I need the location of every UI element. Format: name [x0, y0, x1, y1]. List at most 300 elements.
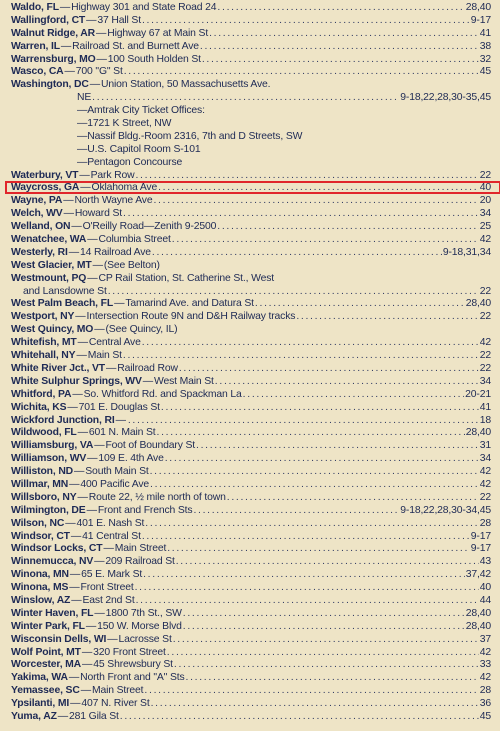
- station-address: Central Ave: [88, 337, 141, 349]
- station-name: Wolf Point, MT: [11, 646, 81, 658]
- dot-leader: [215, 376, 479, 389]
- station-name: Waldo, FL: [11, 2, 59, 13]
- station-address: 14 Railroad Ave: [79, 246, 151, 258]
- directory-entry: [11, 440, 491, 453]
- em-dash-separator: —: [89, 79, 100, 91]
- dot-leader: [150, 479, 479, 492]
- timetable-page-numbers: 37,42: [465, 569, 491, 581]
- timetable-page-numbers: 9-17: [470, 14, 491, 26]
- station-address: Railroad Row: [117, 362, 178, 374]
- station-name: Wildwood, FL: [11, 427, 77, 439]
- em-dash-separator: —: [71, 594, 82, 606]
- directory-entry: [11, 466, 491, 479]
- timetable-page-numbers: 42: [479, 672, 491, 684]
- directory-entry: [11, 363, 491, 376]
- station-address: Lacrosse St: [118, 633, 172, 645]
- dot-leader: [173, 634, 479, 647]
- timetable-page-numbers: 44: [479, 594, 491, 606]
- em-dash-separator: —: [142, 375, 153, 387]
- em-dash-separator: —: [103, 543, 114, 555]
- dot-leader: [193, 505, 399, 518]
- station-name: Westmount, PQ: [11, 272, 87, 284]
- station-address: 320 Front Street: [93, 646, 166, 658]
- station-address: 281 Gila St: [69, 710, 119, 722]
- dot-leader: [108, 286, 479, 299]
- em-dash-separator: —: [115, 414, 126, 426]
- station-address: 700 "G" St: [75, 66, 123, 78]
- directory-entry: [11, 569, 491, 582]
- station-address: Front Street: [80, 582, 134, 594]
- station-address: Foot of Boundary St: [105, 440, 196, 452]
- dot-leader: [124, 66, 479, 79]
- timetable-page-numbers: 41: [479, 27, 491, 39]
- dot-leader: [167, 647, 479, 660]
- station-address: South Main St: [85, 466, 149, 478]
- station-name: Williamsburg, VA: [11, 440, 94, 452]
- station-address: —Amtrak City Ticket Offices:: [77, 105, 205, 117]
- directory-entry: [11, 531, 491, 544]
- station-address: Main Street: [114, 543, 167, 555]
- station-name: Wichita, KS: [11, 401, 67, 413]
- directory-entry: [11, 247, 491, 260]
- timetable-page-numbers: 25: [479, 221, 491, 233]
- station-name: Welch, WV: [11, 208, 63, 220]
- dot-leader: [151, 698, 479, 711]
- timetable-page-numbers: 22: [479, 311, 491, 323]
- dot-leader: [123, 208, 479, 221]
- em-dash-separator: —: [94, 556, 105, 568]
- em-dash-separator: —: [71, 221, 82, 233]
- station-name: Westport, NY: [11, 311, 75, 323]
- timetable-page-numbers: 22: [479, 350, 491, 362]
- em-dash-separator: —: [77, 491, 88, 503]
- timetable-page-numbers: 34: [479, 208, 491, 220]
- station-address: 1800 7th St., SW: [105, 607, 182, 619]
- directory-entry: [11, 453, 491, 466]
- timetable-page-numbers: 22: [479, 169, 491, 181]
- directory-entry: [11, 595, 491, 608]
- timetable-page-numbers: 40: [479, 582, 491, 594]
- station-address: —1721 K Street, NW: [77, 118, 172, 130]
- em-dash-separator: —: [75, 311, 86, 323]
- dot-leader: [172, 234, 479, 247]
- em-dash-separator: —: [70, 530, 82, 542]
- station-name: Yakima, WA: [11, 672, 68, 684]
- station-address: Main Street: [91, 685, 144, 697]
- dot-leader: [196, 440, 479, 453]
- station-name: Whitefish, MT: [11, 337, 77, 349]
- em-dash-separator: —: [72, 388, 83, 400]
- dot-leader: [176, 556, 479, 569]
- station-address: So. Whitford Rd. and Spackman La: [83, 388, 242, 400]
- em-dash-separator: —: [68, 246, 79, 258]
- station-name: Warrensburg, MO: [11, 53, 96, 65]
- station-name: Wasco, CA: [11, 66, 64, 78]
- station-name: Wickford Junction, RI: [11, 414, 115, 426]
- dot-leader: [142, 15, 470, 28]
- station-name: Windsor, CT: [11, 530, 70, 542]
- station-name: White Sulphur Springs, WV: [11, 375, 142, 387]
- dot-leader: [183, 608, 465, 621]
- directory-entry: [11, 672, 491, 685]
- dot-leader: [202, 54, 479, 67]
- station-name: Willsboro, NY: [11, 491, 77, 503]
- station-name: Wisconsin Dells, WI: [11, 633, 107, 645]
- directory-entry-continuation: [11, 144, 491, 157]
- directory-entry: [11, 221, 491, 234]
- directory-entry: [11, 376, 491, 389]
- em-dash-separator: —: [77, 427, 88, 439]
- station-address: 150 W. Morse Blvd: [97, 620, 182, 632]
- highlighted-directory-entry: [11, 182, 491, 195]
- timetable-page-numbers: 20-21: [465, 388, 491, 400]
- station-address: Intersection Route 9N and D&H Railway tracks: [86, 311, 296, 323]
- station-name: Wenatchee, WA: [11, 234, 87, 246]
- directory-entry: [11, 260, 491, 273]
- station-name: Warren, IL: [11, 40, 60, 52]
- directory-entry: [11, 66, 491, 79]
- em-dash-separator: —: [74, 466, 85, 478]
- em-dash-separator: —: [96, 27, 107, 39]
- directory-entry: [11, 234, 491, 247]
- em-dash-separator: —: [59, 2, 71, 13]
- station-address: Union Station, 50 Massachusetts Ave.: [101, 79, 271, 91]
- directory-entry: [11, 634, 491, 647]
- directory-entry: [11, 711, 491, 724]
- directory-entry: [11, 492, 491, 505]
- em-dash-separator: —: [69, 569, 81, 581]
- station-address: (See Belton): [103, 259, 160, 271]
- station-name: Willmar, MN: [11, 478, 69, 490]
- station-name: Yemassee, SC: [11, 685, 80, 697]
- em-dash-separator: —: [68, 672, 80, 684]
- em-dash-separator: —: [106, 362, 117, 374]
- directory-entry: [11, 543, 491, 556]
- directory-entry-continuation: [11, 131, 491, 144]
- station-name: White River Jct., VT: [11, 362, 106, 374]
- directory-entry: [11, 389, 491, 402]
- timetable-page-numbers: 28,40: [465, 2, 491, 13]
- em-dash-separator: —: [86, 504, 97, 516]
- station-name: Winnemucca, NV: [11, 556, 94, 568]
- directory-entry: [11, 685, 491, 698]
- dot-leader: [186, 672, 479, 685]
- directory-entry: [11, 608, 491, 621]
- em-dash-separator: —: [87, 453, 98, 465]
- directory-entry: [11, 505, 491, 518]
- timetable-page-numbers: 28: [479, 517, 491, 529]
- directory-entry: [11, 298, 491, 311]
- timetable-page-numbers: 9-18,22,28,30-35,45: [400, 92, 491, 104]
- station-name: Winslow, AZ: [11, 594, 71, 606]
- timetable-page-numbers: 42: [479, 478, 491, 490]
- station-name: Wayne, PA: [11, 195, 63, 207]
- directory-entry-continuation: [11, 118, 491, 131]
- directory-entry: [11, 311, 491, 324]
- timetable-page-numbers: 22: [479, 285, 491, 297]
- dot-leader: [158, 182, 479, 195]
- timetable-page-numbers: 34: [479, 453, 491, 465]
- directory-entry: [11, 647, 491, 660]
- station-name: Winona, MS: [11, 582, 69, 594]
- dot-leader: [142, 531, 470, 544]
- station-name: West Palm Beach, FL: [11, 298, 114, 310]
- directory-entry: [11, 556, 491, 569]
- em-dash-separator: —: [94, 607, 105, 619]
- station-address: —Pentagon Concourse: [77, 156, 183, 168]
- timetable-page-numbers: 28,40: [465, 298, 491, 310]
- em-dash-separator: —: [114, 298, 125, 310]
- em-dash-separator: —: [77, 337, 88, 349]
- station-name: Windsor Locks, CT: [11, 543, 103, 555]
- directory-entry-continuation: [11, 286, 491, 299]
- directory-entry: [11, 427, 491, 440]
- station-address: 407 N. River St: [81, 698, 150, 710]
- dot-leader: [174, 659, 479, 672]
- em-dash-separator: —: [76, 350, 87, 362]
- directory-entry: [11, 698, 491, 711]
- station-name: Worcester, MA: [11, 659, 82, 671]
- station-address: Route 22, ½ mile north of town: [88, 491, 226, 503]
- em-dash-separator: —: [70, 698, 81, 710]
- dot-leader: [120, 711, 479, 724]
- station-name: Wallingford, CT: [11, 14, 86, 26]
- station-address: 601 N. Main St: [88, 427, 156, 439]
- dot-leader: [179, 363, 479, 376]
- dot-leader: [142, 337, 479, 350]
- em-dash-separator: —: [69, 582, 80, 594]
- timetable-page-numbers: 41: [479, 401, 491, 413]
- dot-leader: [243, 389, 465, 402]
- dot-leader: [165, 453, 479, 466]
- station-name: Winter Haven, FL: [11, 607, 94, 619]
- dot-leader: [227, 492, 479, 505]
- station-address: Highway 301 and State Road 24: [71, 2, 217, 13]
- timetable-page-numbers: 45: [479, 710, 491, 722]
- directory-entry-continuation: [11, 157, 491, 170]
- station-address: North Front and "A" Sts: [80, 672, 185, 684]
- directory-entry: [11, 582, 491, 595]
- em-dash-separator: —: [65, 517, 76, 529]
- directory-entry: [11, 324, 491, 337]
- station-address: Highway 67 at Main St: [107, 27, 209, 39]
- directory-entry: [11, 79, 491, 92]
- directory-entry: [11, 415, 491, 428]
- dot-leader: [157, 427, 465, 440]
- em-dash-separator: —: [87, 234, 98, 246]
- timetable-page-numbers: 42: [479, 466, 491, 478]
- timetable-page-numbers: 42: [479, 234, 491, 246]
- timetable-page-numbers: 28,40: [465, 427, 491, 439]
- em-dash-separator: —: [81, 646, 93, 658]
- station-name: Wilson, NC: [11, 517, 65, 529]
- timetable-page-numbers: 9-18,31,34: [442, 246, 491, 258]
- directory-entry-continuation: [11, 105, 491, 118]
- dot-leader: [255, 298, 465, 311]
- directory-entry: [11, 54, 491, 67]
- timetable-page-numbers: 9-17: [470, 530, 491, 542]
- station-address: CP Rail Station, St. Catherine St., West: [98, 272, 275, 284]
- timetable-page-numbers: 9-18,22,28,30-34,45: [400, 504, 491, 516]
- em-dash-separator: —: [79, 169, 90, 181]
- timetable-page-numbers: 43: [479, 556, 491, 568]
- station-address: West Main St: [154, 375, 214, 387]
- timetable-page-numbers: 22: [479, 491, 491, 503]
- dot-leader: [152, 247, 442, 260]
- dot-leader: [296, 311, 478, 324]
- em-dash-separator: —: [87, 272, 98, 284]
- em-dash-separator: —: [60, 40, 72, 52]
- directory-entry: [11, 195, 491, 208]
- dot-leader: [144, 685, 478, 698]
- station-name: Williston, ND: [11, 466, 74, 478]
- directory-entry-continuation: [11, 92, 491, 105]
- em-dash-separator: —: [96, 53, 107, 65]
- directory-entry: [11, 273, 491, 286]
- directory-entry: [11, 350, 491, 363]
- station-address: 65 E. Mark St: [81, 569, 143, 581]
- timetable-page-numbers: 32: [479, 53, 491, 65]
- dot-leader: [123, 350, 479, 363]
- station-address: 100 South Holden St: [107, 53, 201, 65]
- directory-entry: [11, 479, 491, 492]
- station-name: Westerly, RI: [11, 246, 68, 258]
- station-address: 401 E. Nash St: [76, 517, 145, 529]
- station-address: 701 E. Douglas St: [78, 401, 160, 413]
- station-address: 41 Central St: [82, 530, 141, 542]
- timetable-page-numbers: 36: [479, 698, 491, 710]
- station-name: West Glacier, MT: [11, 259, 92, 271]
- em-dash-separator: —: [67, 401, 78, 413]
- dot-leader: [183, 621, 465, 634]
- station-address: and Lansdowne St: [23, 285, 107, 297]
- em-dash-separator: —: [80, 182, 91, 194]
- timetable-page-numbers: 37: [479, 633, 491, 645]
- dot-leader: [150, 466, 479, 479]
- em-dash-separator: —: [57, 710, 69, 722]
- timetable-page-numbers: 22: [479, 362, 491, 374]
- station-address: 109 E. 4th Ave: [98, 453, 164, 465]
- em-dash-separator: —: [94, 324, 105, 336]
- em-dash-separator: —: [82, 659, 93, 671]
- dot-leader: [145, 518, 478, 531]
- em-dash-separator: —: [80, 685, 91, 697]
- dot-leader: [135, 582, 479, 595]
- station-name: Welland, ON: [11, 221, 71, 233]
- station-address: Park Row: [90, 169, 135, 181]
- timetable-page-numbers: 18: [479, 414, 491, 426]
- timetable-page-numbers: 28,40: [465, 607, 491, 619]
- directory-entry: [11, 15, 491, 28]
- station-address: —Nassif Bldg.-Room 2316, 7th and D Streets, SW: [77, 130, 303, 142]
- directory-entry: [11, 337, 491, 350]
- dot-leader: [217, 221, 478, 234]
- directory-entry: [11, 659, 491, 672]
- dot-leader: [153, 195, 478, 208]
- timetable-page-numbers: 42: [479, 646, 491, 658]
- em-dash-separator: —: [69, 478, 80, 490]
- timetable-page-numbers: 20: [479, 195, 491, 207]
- station-name: West Quincy, MO: [11, 324, 94, 336]
- station-name: Waycross, GA: [11, 182, 80, 194]
- directory-entry: [11, 28, 491, 41]
- em-dash-separator: —: [94, 440, 105, 452]
- station-address: O'Reilly Road—Zenith 9-2500: [82, 221, 217, 233]
- timetable-page-numbers: 28,40: [465, 620, 491, 632]
- station-name: Winter Park, FL: [11, 620, 85, 632]
- station-address: Front and French Sts: [97, 504, 193, 516]
- directory-entry: [11, 518, 491, 531]
- station-address: 400 Pacific Ave: [80, 478, 150, 490]
- station-address: Oklahoma Ave: [91, 182, 158, 194]
- station-name: Washington, DC: [11, 79, 89, 91]
- station-name: Whitford, PA: [11, 388, 72, 400]
- timetable-page-numbers: 34: [479, 375, 491, 387]
- station-name: Whitehall, NY: [11, 350, 76, 362]
- station-address: 45 Shrewsbury St: [93, 659, 173, 671]
- em-dash-separator: —: [64, 66, 75, 78]
- em-dash-separator: —: [63, 195, 74, 207]
- em-dash-separator: —: [85, 620, 97, 632]
- timetable-page-numbers: 33: [479, 659, 491, 671]
- directory-entry: [11, 621, 491, 634]
- station-address: 209 Railroad St: [105, 556, 175, 568]
- station-name: Waterbury, VT: [11, 169, 79, 181]
- dot-leader: [143, 569, 465, 582]
- station-address: Columbia Street: [98, 234, 171, 246]
- directory-entry: [11, 2, 491, 15]
- station-list: [11, 2, 491, 724]
- em-dash-separator: —: [86, 14, 97, 26]
- directory-entry: [11, 208, 491, 221]
- station-name: Ypsilanti, MI: [11, 698, 70, 710]
- station-address: 37 Hall St: [97, 14, 141, 26]
- directory-entry: [11, 41, 491, 54]
- dot-leader: [92, 92, 399, 105]
- station-name: Yuma, AZ: [11, 710, 57, 722]
- station-address: Main St: [87, 350, 122, 362]
- dot-leader: [209, 28, 479, 41]
- station-address: Railroad St. and Burnett Ave: [72, 40, 199, 52]
- dot-leader: [167, 543, 470, 556]
- dot-leader: [217, 2, 464, 15]
- station-address: North Wayne Ave: [74, 195, 153, 207]
- em-dash-separator: —: [63, 208, 74, 220]
- timetable-page-numbers: 31: [479, 440, 491, 452]
- station-address: (See Quincy, IL): [105, 324, 178, 336]
- em-dash-separator: —: [107, 633, 118, 645]
- timetable-page-numbers: 28: [479, 685, 491, 697]
- timetable-page-numbers: 42: [479, 337, 491, 349]
- directory-entry: [11, 402, 491, 415]
- dot-leader: [128, 415, 479, 428]
- station-address: East 2nd St: [82, 594, 135, 606]
- station-address: Howard St: [74, 208, 122, 220]
- dot-leader: [136, 595, 479, 608]
- dot-leader: [200, 41, 479, 54]
- station-address: NE: [77, 92, 92, 104]
- station-name: Williamson, WV: [11, 453, 87, 465]
- timetable-page-numbers: 45: [479, 66, 491, 78]
- station-name: Walnut Ridge, AR: [11, 27, 95, 39]
- em-dash-separator: —: [92, 259, 103, 271]
- timetable-page-numbers: 38: [479, 40, 491, 52]
- station-name: Wilmington, DE: [11, 504, 86, 516]
- station-address: Tamarind Ave. and Datura St: [125, 298, 254, 310]
- timetable-page-numbers: 9-17: [470, 543, 491, 555]
- timetable-page-numbers: 40: [479, 182, 491, 194]
- station-address: —U.S. Capitol Room S-101: [77, 143, 201, 155]
